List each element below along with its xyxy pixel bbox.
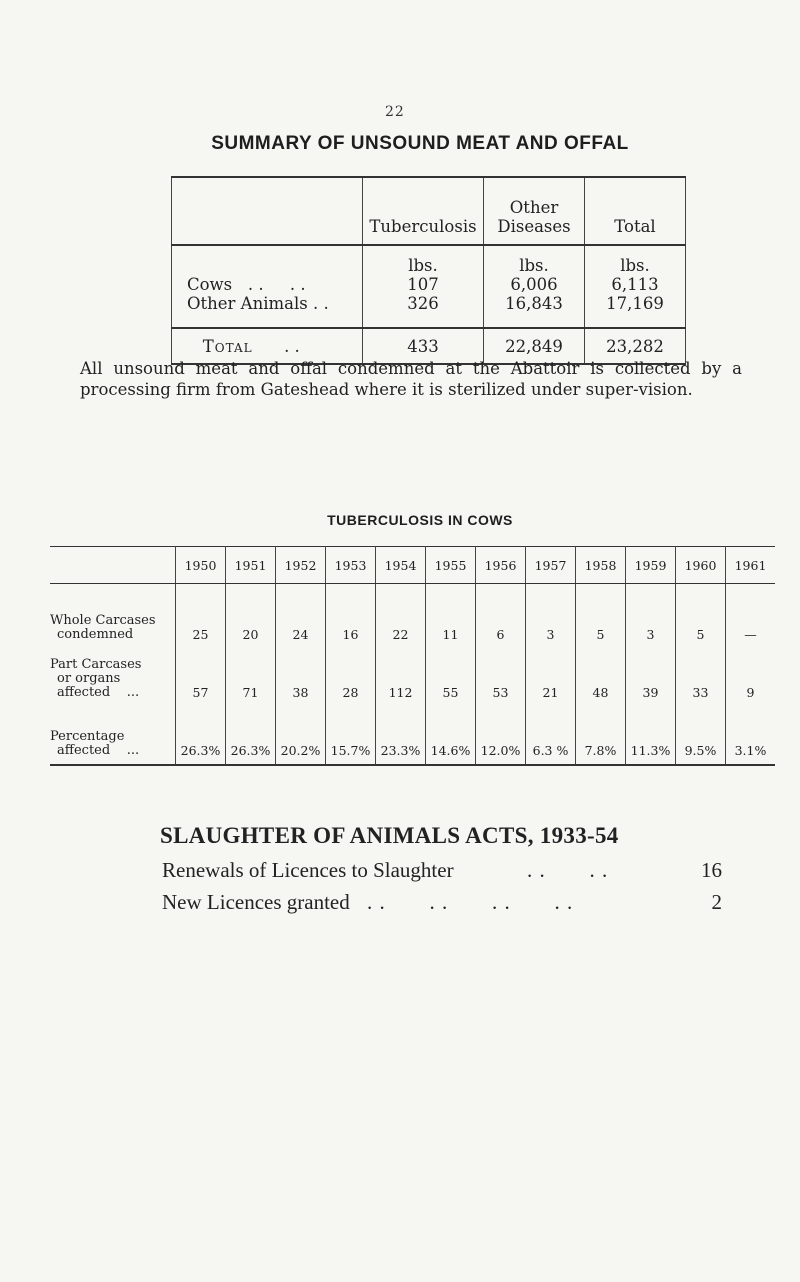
table-cell: 9 xyxy=(726,644,776,702)
table-cell: 6.3 % xyxy=(526,702,576,765)
year-1957: 1957 xyxy=(526,547,576,584)
header-other-diseases xyxy=(484,177,585,245)
table-cell: 11 xyxy=(426,584,476,645)
row-label-whole-carcases: Whole Carcases condemned xyxy=(50,613,156,642)
header-diseases: Diseases xyxy=(497,217,571,236)
year-1954: 1954 xyxy=(376,547,426,584)
table-cell: 20.2% xyxy=(276,702,326,765)
label-other-animals: Other Animals . . xyxy=(187,294,329,313)
new-licences-value: 2 xyxy=(711,890,722,914)
year-1958: 1958 xyxy=(576,547,626,584)
table-cell: 21 xyxy=(526,644,576,702)
disposal-paragraph: All unsound meat and offal condemned at the Abattoir is collected by a processing firm from Gateshead where it is sterilized under super-vision. xyxy=(80,359,742,399)
table-cell: 24 xyxy=(276,584,326,645)
table-cell: — xyxy=(726,584,776,645)
summary-body-row xyxy=(172,245,686,328)
cows-total: 6,113 xyxy=(611,275,659,294)
year-1952: 1952 xyxy=(276,547,326,584)
table-cell: 53 xyxy=(476,644,526,702)
table-cell: 15.7% xyxy=(326,702,376,765)
table-row xyxy=(50,702,775,765)
other-animals-total: 17,169 xyxy=(606,294,664,313)
tb-cows-title: TUBERCULOSIS IN COWS xyxy=(327,512,513,528)
summary-table xyxy=(171,176,686,365)
table-cell: 55 xyxy=(426,644,476,702)
header-total: Total xyxy=(585,177,686,245)
year-1960: 1960 xyxy=(676,547,726,584)
table-cell: 39 xyxy=(626,644,676,702)
tb-header-blank xyxy=(50,547,176,584)
header-other: Other xyxy=(509,198,559,217)
table-cell: 3 xyxy=(526,584,576,645)
page-number: 22 xyxy=(385,104,405,120)
table-row xyxy=(50,584,775,645)
row-label-percentage: Percentage affected ... xyxy=(50,702,176,765)
renewals-dots: . . . . xyxy=(527,858,609,882)
renewals-line xyxy=(162,858,722,883)
table-cell: 3 xyxy=(626,584,676,645)
table-cell: 26.3% xyxy=(176,702,226,765)
table-cell: 22 xyxy=(376,584,426,645)
table-cell: 5 xyxy=(576,584,626,645)
total-total: 23,282 xyxy=(585,328,686,364)
slaughter-acts-title: SLAUGHTER OF ANIMALS ACTS, 1933-54 xyxy=(160,823,619,848)
total-other-diseases: 22,849 xyxy=(484,328,585,364)
year-1956: 1956 xyxy=(476,547,526,584)
table-cell: 26.3% xyxy=(226,702,276,765)
year-1951: 1951 xyxy=(226,547,276,584)
table-cell: 11.3% xyxy=(626,702,676,765)
table-cell: 48 xyxy=(576,644,626,702)
other-animals-tuberculosis: 326 xyxy=(407,294,439,313)
other-animals-other-diseases: 16,843 xyxy=(505,294,563,313)
renewals-label: Renewals of Licences to Slaughter xyxy=(162,858,454,882)
label-cows: Cows . . . . xyxy=(187,275,306,294)
new-licences-line xyxy=(162,890,722,915)
table-cell: 33 xyxy=(676,644,726,702)
year-1953: 1953 xyxy=(326,547,376,584)
table-row xyxy=(50,644,775,702)
table-cell: 9.5% xyxy=(676,702,726,765)
year-1961: 1961 xyxy=(726,547,776,584)
total-column: lbs. 6,113 17,169 xyxy=(585,245,686,328)
table-cell: 71 xyxy=(226,644,276,702)
year-1959: 1959 xyxy=(626,547,676,584)
table-cell: 7.8% xyxy=(576,702,626,765)
header-tuberculosis: Tuberculosis xyxy=(363,177,484,245)
table-cell: 25 xyxy=(176,584,226,645)
row-label-part-carcases: Part Carcases or organs affected ... xyxy=(50,657,142,700)
cows-other-diseases: 6,006 xyxy=(510,275,558,294)
table-cell: 20 xyxy=(226,584,276,645)
summary-title: SUMMARY OF UNSOUND MEAT AND OFFAL xyxy=(211,133,629,154)
total-label: Total . . xyxy=(172,328,363,364)
new-licences-dots: . . . . . . . . xyxy=(367,890,574,914)
cows-tuberculosis: 107 xyxy=(407,275,439,294)
table-cell: 3.1% xyxy=(726,702,776,765)
table-cell: 6 xyxy=(476,584,526,645)
summary-header-blank xyxy=(172,177,363,245)
summary-row-labels xyxy=(172,245,363,328)
new-licences-label: New Licences granted xyxy=(162,890,350,914)
year-1955: 1955 xyxy=(426,547,476,584)
year-1950: 1950 xyxy=(176,547,226,584)
table-cell: 14.6% xyxy=(426,702,476,765)
table-cell: 5 xyxy=(676,584,726,645)
tb-cows-table xyxy=(50,546,775,766)
table-cell: 112 xyxy=(376,644,426,702)
table-cell: 28 xyxy=(326,644,376,702)
table-cell: 12.0% xyxy=(476,702,526,765)
table-cell: 16 xyxy=(326,584,376,645)
other-diseases-column: lbs. 6,006 16,843 xyxy=(484,245,585,328)
total-tuberculosis: 433 xyxy=(363,328,484,364)
table-cell: 57 xyxy=(176,644,226,702)
table-cell: 38 xyxy=(276,644,326,702)
renewals-value: 16 xyxy=(701,858,722,882)
tuberculosis-column: lbs. 107 326 xyxy=(363,245,484,328)
table-cell: 23.3% xyxy=(376,702,426,765)
